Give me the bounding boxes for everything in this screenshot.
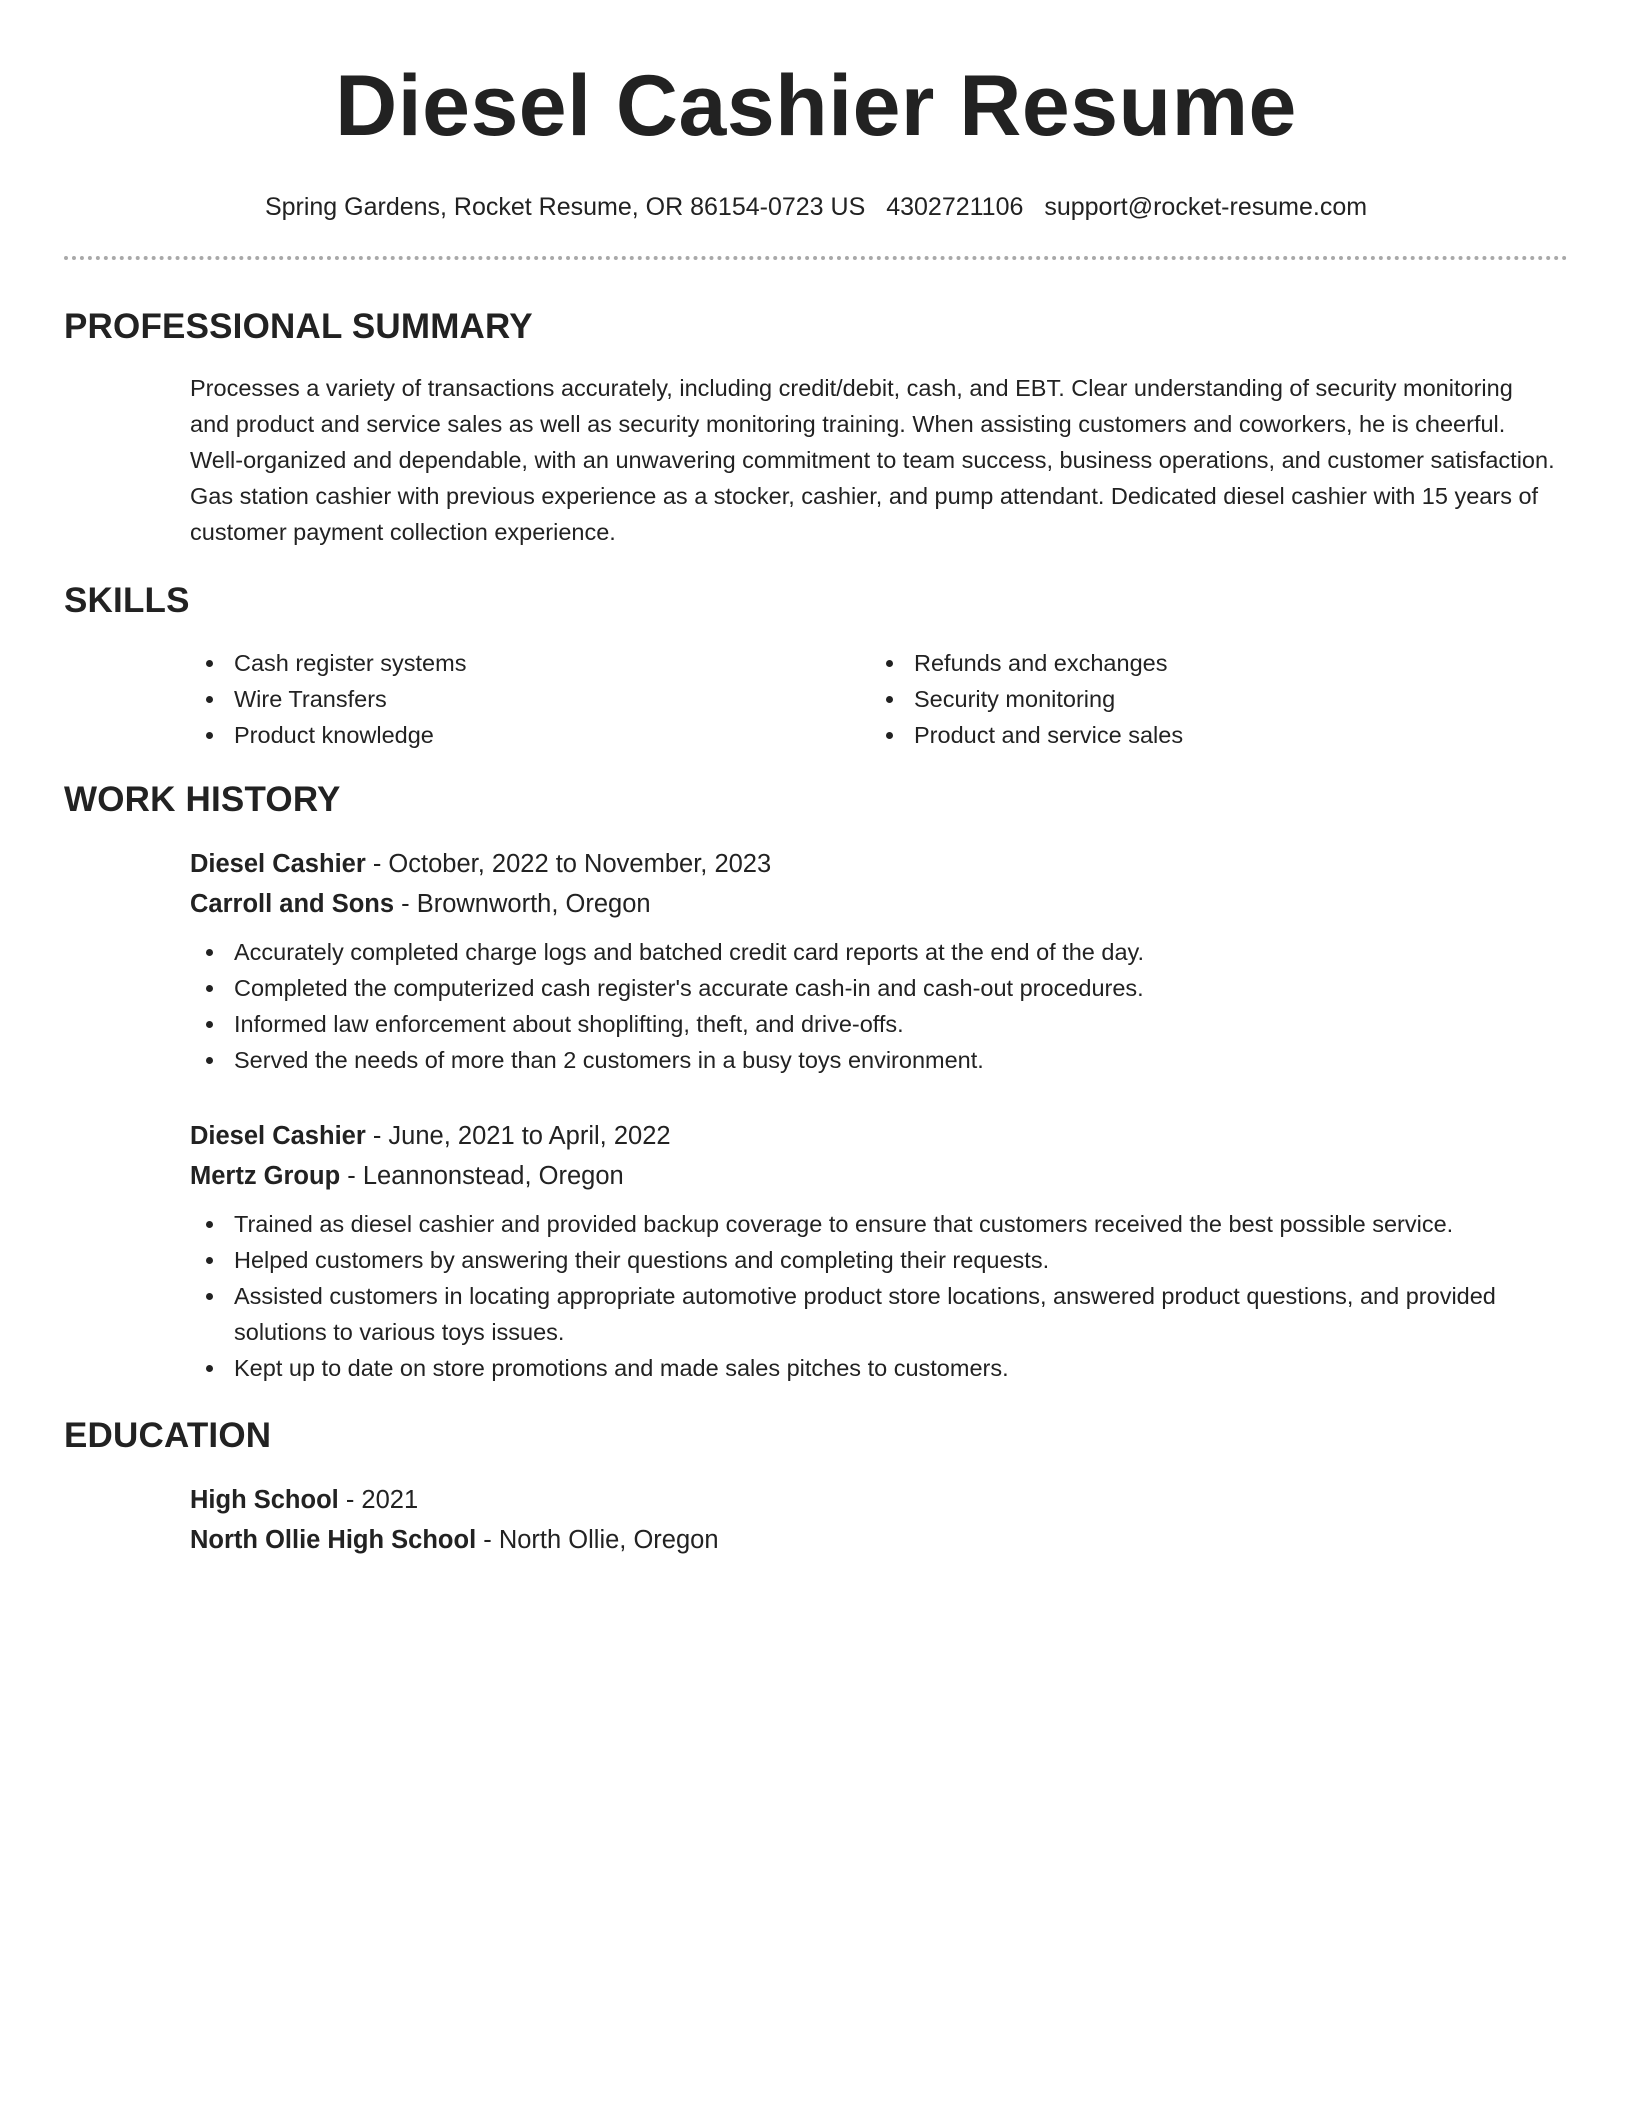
- skill-item: Product and service sales: [870, 717, 1550, 753]
- education-entry: [64, 1480, 1568, 1560]
- job-dates: - October, 2022 to November, 2023: [365, 850, 772, 878]
- job-dates: - June, 2021 to April, 2022: [365, 1122, 671, 1150]
- skill-item: Security monitoring: [870, 681, 1550, 717]
- contact-email: support@rocket-resume.com: [1044, 193, 1368, 221]
- education-location: - North Ollie, Oregon: [476, 1526, 719, 1554]
- job-duty: Served the needs of more than 2 customers in a busy toys environment.: [190, 1042, 1568, 1078]
- skills-list: [64, 645, 1568, 753]
- skill-item: Product knowledge: [190, 717, 870, 753]
- job-duty: Helped customers by answering their questions and completing their requests.: [190, 1242, 1568, 1278]
- job-role: Diesel Cashier: [190, 850, 366, 878]
- education-school-line: [190, 1520, 1568, 1560]
- job-role-line: [190, 844, 1568, 884]
- job-company: Carroll and Sons: [190, 890, 395, 918]
- job-duties: [190, 1206, 1568, 1386]
- job-duty: Assisted customers in locating appropriate automotive product store locations, answered product questions, and provided solutions to various toys issues.: [190, 1278, 1568, 1350]
- job-company-line: [190, 884, 1568, 924]
- skill-item: Cash register systems: [190, 645, 870, 681]
- job-duty: Completed the computerized cash register's accurate cash-in and cash-out procedures.: [190, 970, 1568, 1006]
- job-duty: Kept up to date on store promotions and made sales pitches to customers.: [190, 1350, 1568, 1386]
- job-duty: Trained as diesel cashier and provided backup coverage to ensure that customers received the best possible service.: [190, 1206, 1568, 1242]
- skills-column-right: [870, 645, 1550, 753]
- summary-text: Processes a variety of transactions accurately, including credit/debit, cash, and EBT. Clear understanding of security monitoring and product and service sales as well as security monitoring training. When assisting customers and coworkers, he is cheerful. Well-organized and dependable, with an unwavering commitment to team success, business operations, and customer satisfaction. Gas station cashier with previous experience as a stocker, cashier, and pump attendant. Dedicated diesel cashier with 15 years of customer payment collection experience.: [190, 375, 1555, 545]
- contact-address: Spring Gardens, Rocket Resume, OR 86154-0723 US: [264, 193, 866, 221]
- contact-line: [64, 192, 1568, 222]
- job-duties: [190, 934, 1568, 1078]
- skills-column-left: [190, 645, 870, 753]
- job-role: Diesel Cashier: [190, 1122, 366, 1150]
- job-location: - Brownworth, Oregon: [394, 890, 651, 918]
- skill-item: Wire Transfers: [190, 681, 870, 717]
- job-role-line: [190, 1116, 1568, 1156]
- contact-phone: 4302721106: [886, 193, 1024, 221]
- resume-title: Diesel Cashier Resume: [335, 58, 1297, 154]
- job-entry: [64, 1116, 1568, 1386]
- job-location: - Leannonstead, Oregon: [340, 1162, 624, 1190]
- section-title-education: EDUCATION: [64, 1416, 272, 1455]
- job-company: Mertz Group: [190, 1162, 341, 1190]
- education-degree-line: [190, 1480, 1568, 1520]
- section-title-work-history: WORK HISTORY: [64, 780, 341, 819]
- education-degree: High School: [190, 1486, 339, 1514]
- section-title-summary: PROFESSIONAL SUMMARY: [64, 307, 533, 346]
- skill-item: Refunds and exchanges: [870, 645, 1550, 681]
- job-duty: Accurately completed charge logs and batched credit card reports at the end of the day.: [190, 934, 1568, 970]
- education-school: North Ollie High School: [190, 1526, 477, 1554]
- job-entry: [64, 844, 1568, 1078]
- education-year: - 2021: [338, 1486, 419, 1514]
- section-title-skills: SKILLS: [64, 581, 190, 620]
- job-company-line: [190, 1156, 1568, 1196]
- job-duty: Informed law enforcement about shoplifting, theft, and drive-offs.: [190, 1006, 1568, 1042]
- header-divider: [64, 256, 1568, 260]
